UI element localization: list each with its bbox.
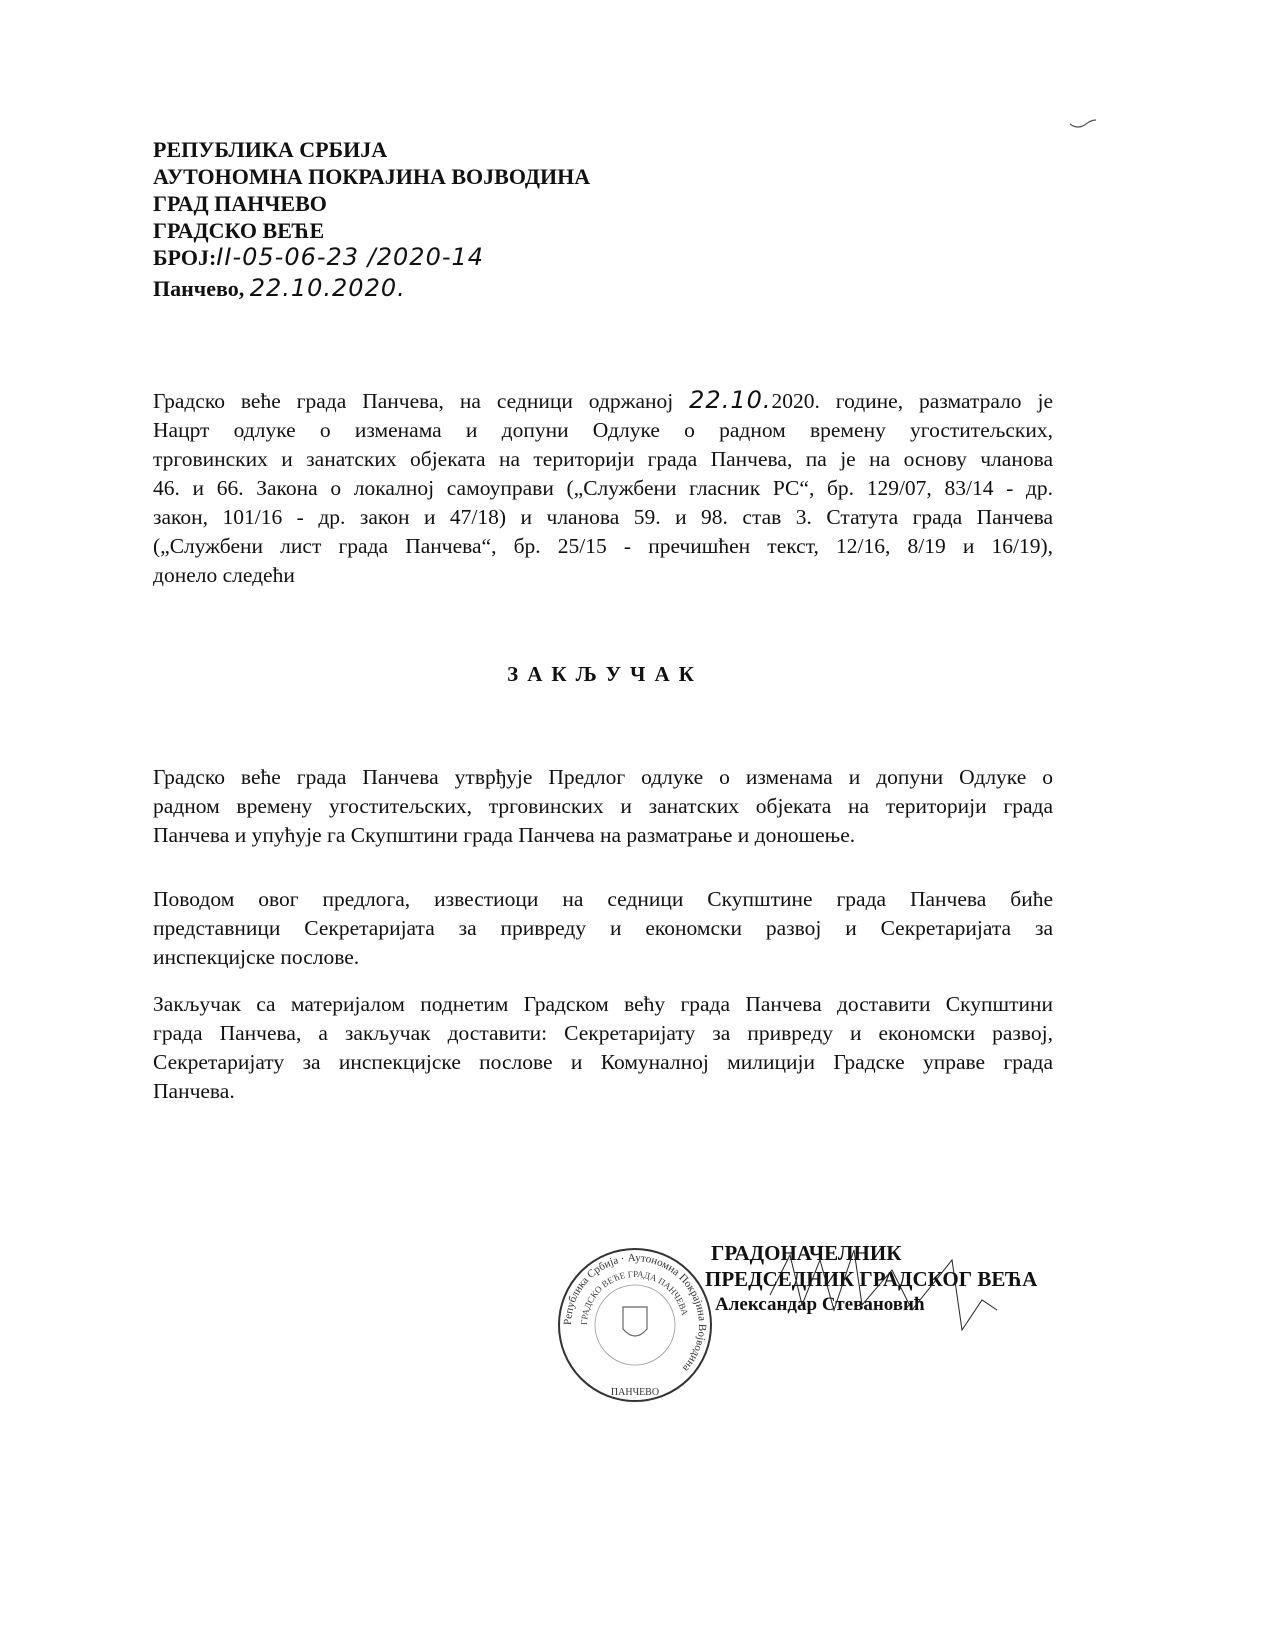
intro-paragraph: Градско веће града Панчева, на седници одржаној 22.10.2020. године, разматрало је Нацрт одлуке о изменама и допуни Одлуке о радном времену угоститељских, трговинских и занатских објеката на територији града Панчева, па је на основу чланова 46. и 66. Закона о локалној самоуправи („Службени гласник РС“, бр. 129/07, 83/14 - др. закон, 101/16 - др. закон и 47/18) и чланова 59. и 98. став 3. Статута града Панчева („Службени лист града Панчева“, бр. 25/15 - пречишћен текст, 12/16, 8/19 и 16/19), донело следећи [153, 386, 1054, 587]
handwritten-session-date: 22.10. [689, 386, 772, 414]
handwritten-date: 22.10.2020. [249, 274, 406, 302]
signatory-name: Александар Стевановић [715, 1294, 925, 1315]
document-title: ЗАКЉУЧАК [507, 662, 703, 686]
official-stamp [555, 1245, 715, 1405]
handwritten-number: II-05-06-23 /2020-14 [216, 243, 485, 271]
handwritten-signature [760, 1225, 1020, 1335]
svg-text:ПАНЧЕВО: ПАНЧЕВО [610, 1387, 660, 1398]
signatory-title: ГРАДОНАЧЕЛНИК [711, 1241, 902, 1265]
document-number: БРОЈ:II-05-06-23 /2020-14 [153, 243, 485, 271]
header-line: ГРАД ПАНЧЕВО [153, 191, 327, 216]
document-header [153, 136, 590, 302]
signatory-title: ПРЕДСЕДНИК ГРАДСКОГ ВЕЋА [705, 1267, 1038, 1291]
svg-text:Република Србија · Аутономна П: Република Србија · Аутономна Покрајина Војводина [561, 1251, 709, 1375]
conclusion-paragraph-1: Градско веће града Панчева утврђује Предлог одлуке о изменама и допуни Одлуке о радном времену угоститељских, трговинских и занатских објеката на територији града Панчева и упућује га Скупштини града Панчева на разматрање и доношење. [153, 765, 1053, 847]
conclusion-paragraph-3: Закључак са материјалом поднетим Градском већу града Панчева доставити Скупштини града Панчева, а закључак доставити: Секретаријату за привреду и економски развој, Секретаријату за инспекцијске послове и Комуналној милицији Градске управе града Панчева. [153, 992, 1053, 1103]
header-line: АУТОНОМНА ПОКРАЈИНА ВОЈВОДИНА [153, 164, 591, 189]
svg-text:ГРАДСКО ВЕЋЕ ГРАДА ПАНЧЕВА: ГРАДСКО ВЕЋЕ ГРАДА ПАНЧЕВА [578, 1268, 690, 1326]
header-line: РЕПУБЛИКА СРБИЈА [153, 137, 388, 162]
conclusion-paragraph-2: Поводом овог предлога, известиоци на седници Скупштине града Панчева биће представници Секретаријата за привреду и економски развој и Секретаријата за инспекцијске послове. [153, 887, 1053, 969]
document-place-date: Панчево, 22.10.2020. [153, 274, 406, 302]
scan-mark [1068, 118, 1098, 130]
header-line: ГРАДСКО ВЕЋЕ [153, 218, 325, 243]
